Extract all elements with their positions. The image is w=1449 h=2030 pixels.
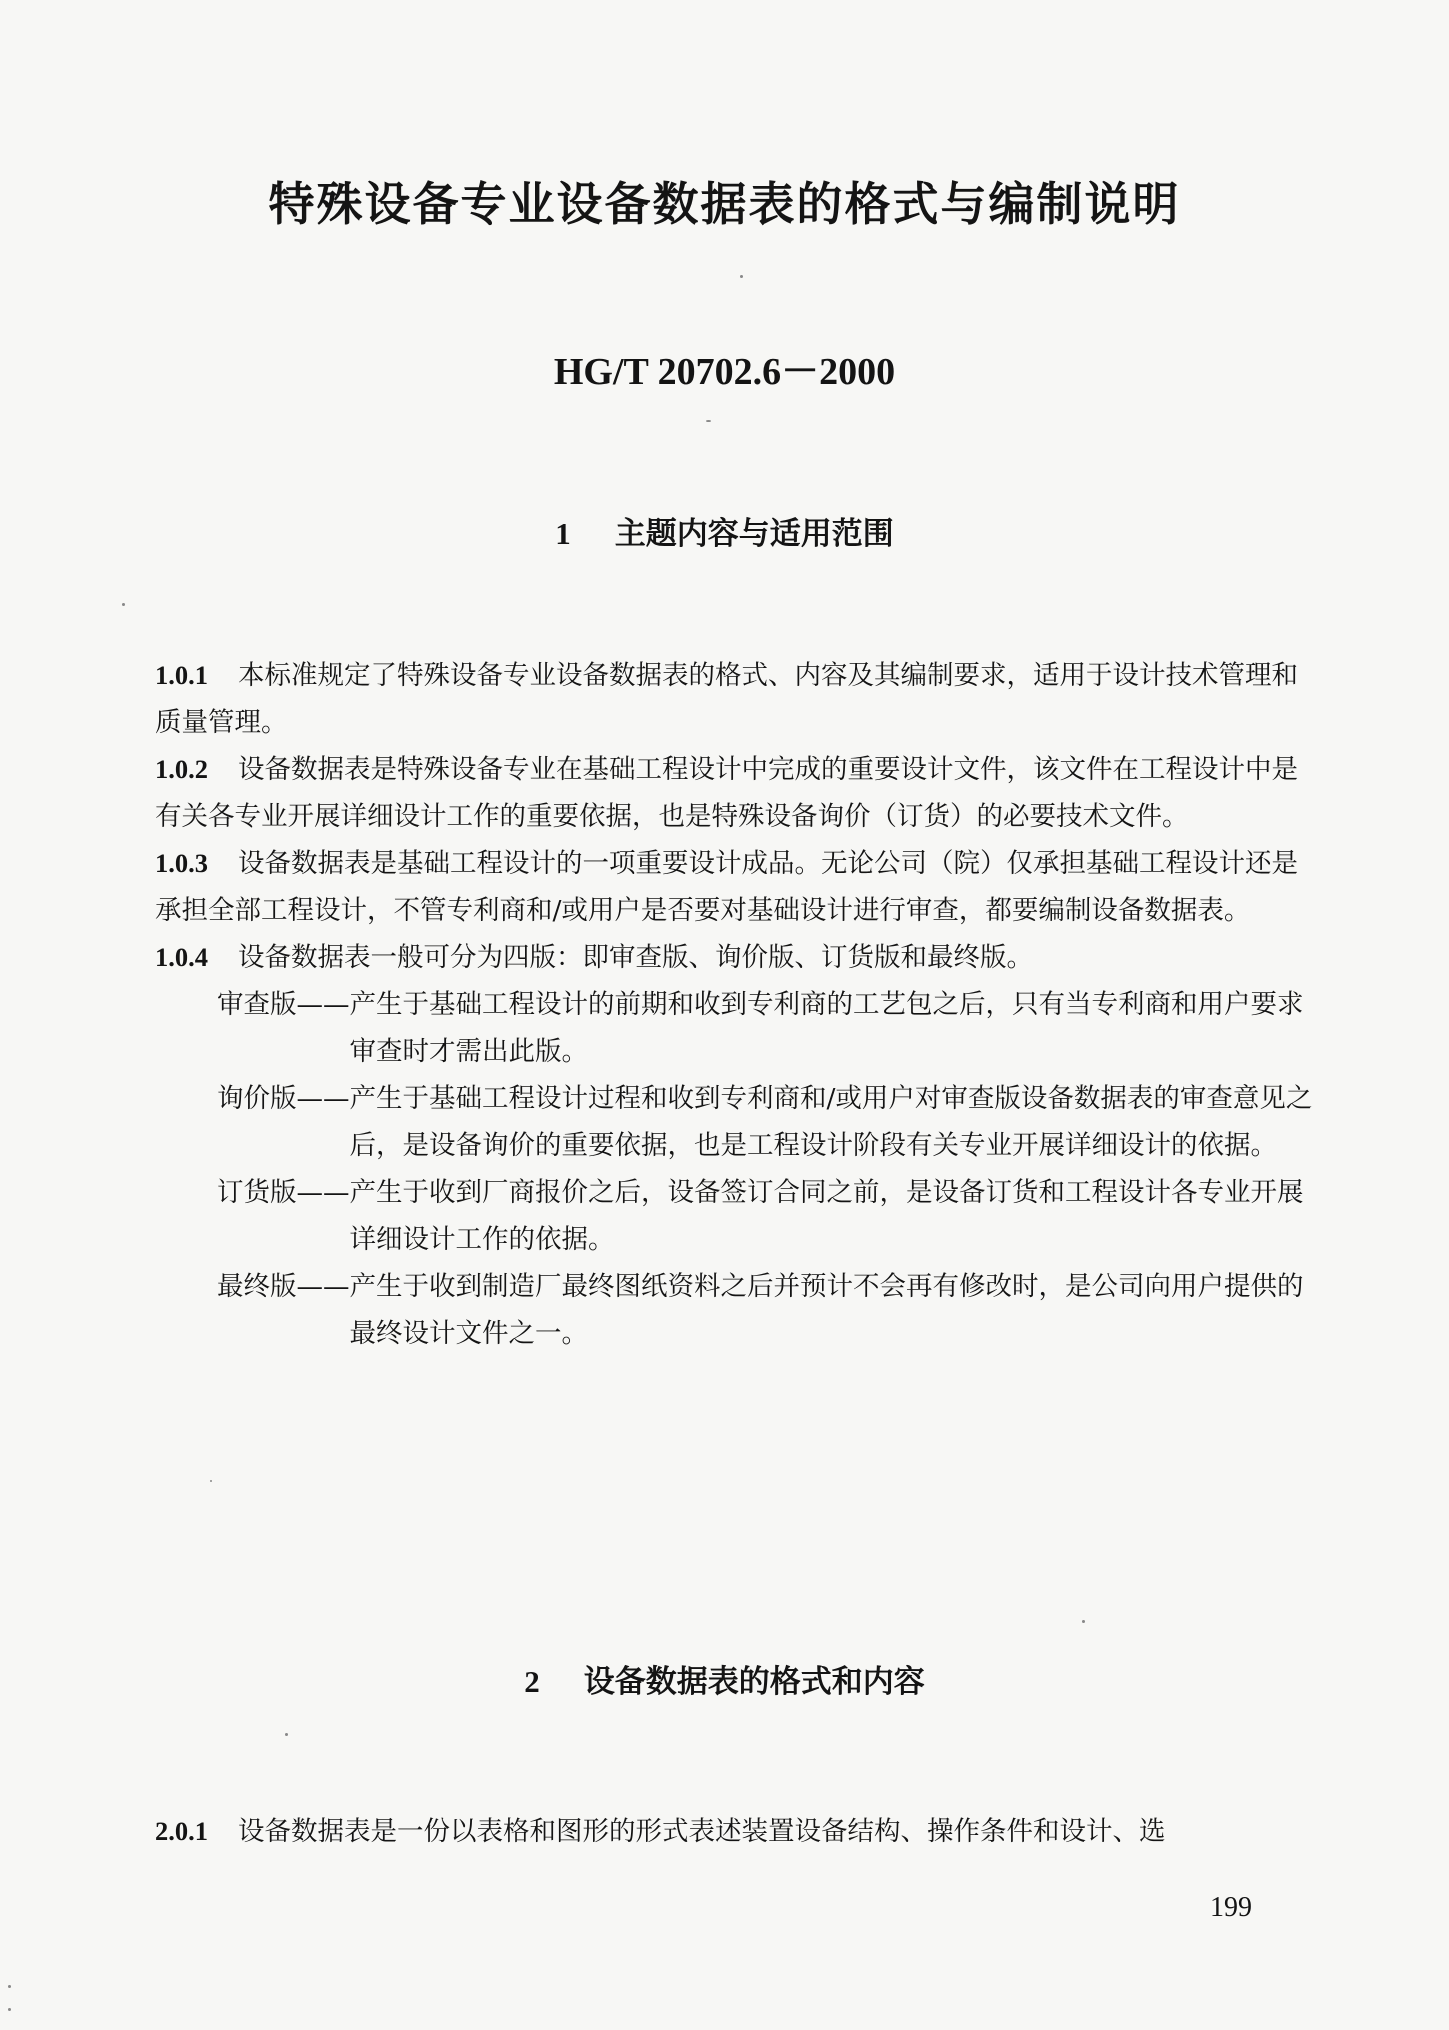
section-1-heading: [0, 508, 1449, 553]
definition-text: 产生于基础工程设计过程和收到专利商和/或用户对审查版设备数据表的审查意见之后，是设备询价的重要依据，也是工程设计阶段有关专业开展详细设计的依据。: [349, 1083, 1313, 1161]
clause-number: 1.0.3: [155, 848, 208, 878]
scan-speck: [706, 420, 711, 422]
section-2-body: [155, 1808, 1320, 1855]
definition-inquiry-version: [217, 1075, 1320, 1169]
clause-1-0-3: [155, 840, 1320, 934]
scan-speck: [8, 2008, 11, 2011]
section-number: 2: [524, 1664, 540, 1699]
scan-speck: [122, 603, 125, 606]
clause-1-0-2: [155, 746, 1320, 840]
version-definitions: [217, 981, 1320, 1357]
section-2-heading: [0, 1656, 1449, 1701]
page-number: 199: [1210, 1892, 1252, 1923]
clause-number: 1.0.2: [155, 754, 208, 784]
clause-1-0-4: [155, 934, 1320, 981]
definition-term: 审查版——: [217, 989, 350, 1020]
definition-text: 产生于收到厂商报价之后，设备签订合同之前，是设备订货和工程设计各专业开展详细设计工作的依据。: [349, 1177, 1304, 1255]
definition-final-version: [217, 1263, 1320, 1357]
section-title: 主题内容与适用范围: [614, 516, 894, 552]
clause-text: 设备数据表一般可分为四版：即审查版、询价版、订货版和最终版。: [238, 942, 1033, 973]
clause-text: 设备数据表是特殊设备专业在基础工程设计中完成的重要设计文件，该文件在工程设计中是有关各专业开展详细设计工作的重要依据，也是特殊设备询价（订货）的必要技术文件。: [155, 754, 1298, 832]
clause-text: 本标准规定了特殊设备专业设备数据表的格式、内容及其编制要求，适用于设计技术管理和质量管理。: [155, 660, 1298, 738]
definition-term: 询价版——: [217, 1083, 350, 1114]
document-title: 特殊设备专业设备数据表的格式与编制说明: [268, 177, 1181, 231]
scan-speck: [8, 1985, 11, 1988]
standard-code: HG/T 20702.6－2000: [553, 351, 896, 393]
section-1-body: [155, 652, 1320, 1357]
clause-number: 2.0.1: [155, 1816, 208, 1846]
clause-2-0-1: [155, 1808, 1320, 1855]
section-title: 设备数据表的格式和内容: [583, 1664, 925, 1700]
definition-order-version: [217, 1169, 1320, 1263]
definition-term: 订货版——: [217, 1177, 350, 1208]
section-number: 1: [555, 516, 571, 551]
definition-review-version: [217, 981, 1320, 1075]
clause-text: 设备数据表是基础工程设计的一项重要设计成品。无论公司（院）仅承担基础工程设计还是承担全部工程设计，不管专利商和/或用户是否要对基础设计进行审查，都要编制设备数据表。: [155, 848, 1298, 926]
clause-number: 1.0.1: [155, 660, 208, 690]
clause-number: 1.0.4: [155, 942, 208, 972]
clause-1-0-1: [155, 652, 1320, 746]
scan-speck: [210, 1480, 212, 1482]
definition-term: 最终版——: [217, 1271, 350, 1302]
scan-speck: [285, 1733, 288, 1736]
definition-text: 产生于收到制造厂最终图纸资料之后并预计不会再有修改时，是公司向用户提供的最终设计文件之一。: [349, 1271, 1304, 1349]
definition-text: 产生于基础工程设计的前期和收到专利商的工艺包之后，只有当专利商和用户要求审查时才需出此版。: [349, 989, 1304, 1067]
scan-speck: [740, 275, 743, 278]
clause-text: 设备数据表是一份以表格和图形的形式表述装置设备结构、操作条件和设计、选: [238, 1816, 1166, 1847]
scan-speck: [1082, 1620, 1085, 1623]
